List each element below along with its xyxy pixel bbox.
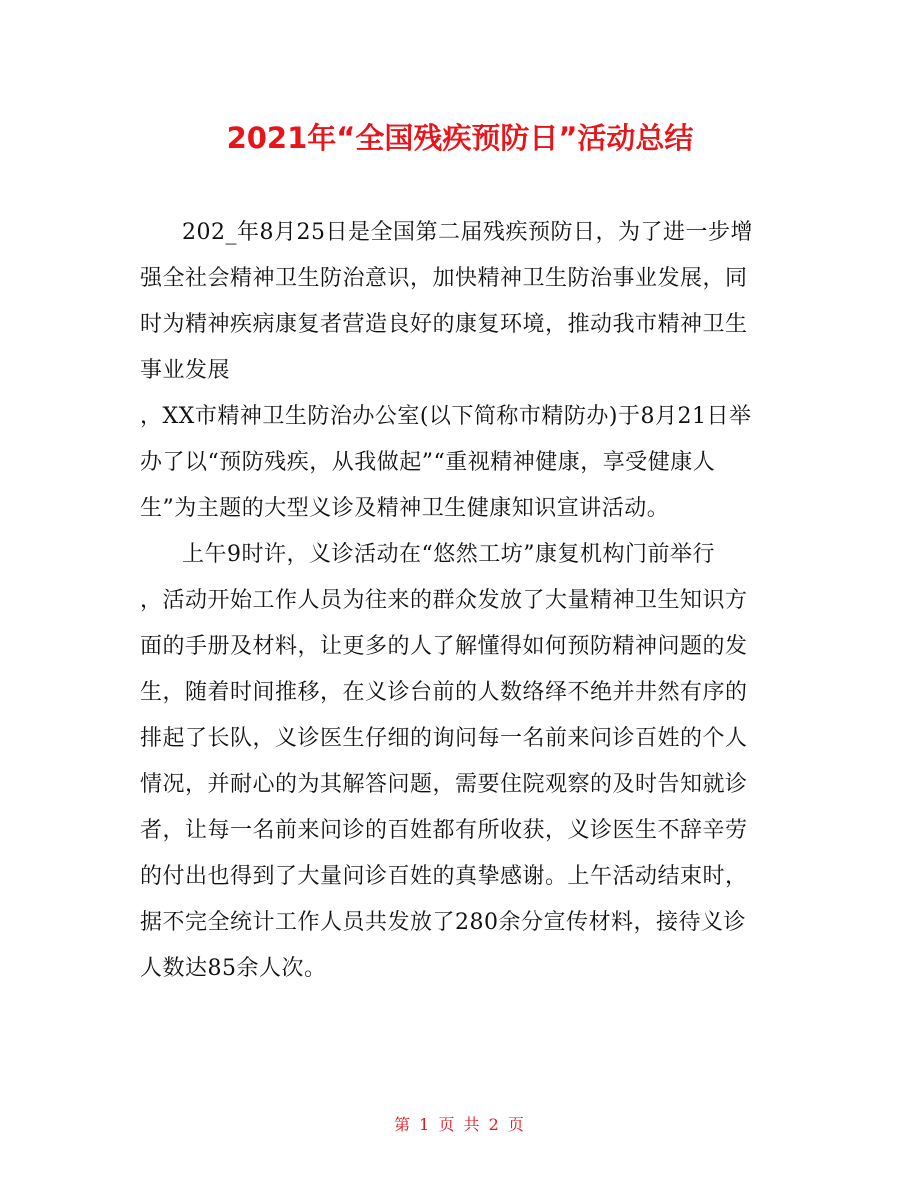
text-line: 生”为主题的大型义诊及精神卫生健康知识宣讲活动。 bbox=[140, 496, 670, 521]
text-line: 据不完全统计工作人员共发放了280余分宣传材料，接待义诊 bbox=[140, 910, 746, 935]
text-line: ，XX市精神卫生防治办公室(以下简称市精防办)于8月21日举 bbox=[140, 404, 752, 429]
text-line: 面的手册及材料，让更多的人了解懂得如何预防精神问题的发 bbox=[140, 634, 748, 659]
paragraph-2 bbox=[140, 532, 780, 992]
text-line: ，活动开始工作人员为往来的群众发放了大量精神卫生知识方 bbox=[140, 588, 748, 613]
paragraph-1 bbox=[140, 210, 780, 532]
text-line: 强全社会精神卫生防治意识，加快精神卫生防治事业发展，同 bbox=[140, 266, 748, 291]
page-footer: 第 1 页 共 2 页 bbox=[394, 1115, 526, 1134]
text-line: 事业发展 bbox=[140, 358, 231, 383]
text-line: 人数达85余人次。 bbox=[140, 956, 327, 981]
text-line: 时为精神疾病康复者营造良好的康复环境，推动我市精神卫生 bbox=[140, 312, 748, 337]
text-line: 202_年8月25日是全国第二届残疾预防日，为了进一步增 bbox=[182, 220, 753, 245]
document-body bbox=[140, 210, 780, 992]
text-line: 上午9时许，义诊活动在“悠然工坊”康复机构门前举行 bbox=[182, 542, 715, 567]
text-line: 者，让每一名前来问诊的百姓都有所收获，义诊医生不辞辛劳 bbox=[140, 818, 748, 843]
text-line: 办了以“预防残疾，从我做起”“重视精神健康，享受健康人 bbox=[140, 450, 716, 475]
text-line: 情况，并耐心的为其解答问题，需要住院观察的及时告知就诊 bbox=[140, 772, 748, 797]
text-line: 排起了长队，义诊医生仔细的询问每一名前来问诊百姓的个人 bbox=[140, 726, 748, 751]
text-line: 的付出也得到了大量问诊百姓的真挚感谢。上午活动结束时， bbox=[140, 864, 748, 889]
text-line: 生，随着时间推移，在义诊台前的人数络绎不绝并井然有序的 bbox=[140, 680, 748, 705]
document-title: 2021年“全国残疾预防日”活动总结 bbox=[226, 121, 694, 155]
